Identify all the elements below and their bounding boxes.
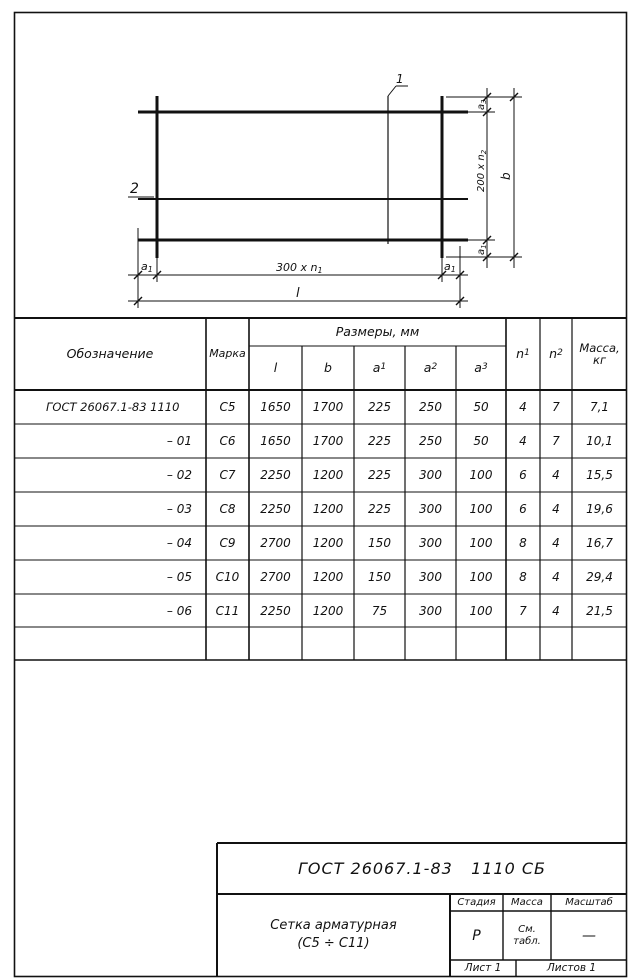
cell-mass: 10,1 <box>586 433 613 448</box>
cell-l: 2250 <box>260 603 291 618</box>
cell-mark: С8 <box>219 501 236 516</box>
cell-l: 1650 <box>260 399 291 414</box>
mass-value: См. табл. <box>513 923 541 947</box>
header-n2: n 2 <box>549 346 563 362</box>
cell-a1: 225 <box>368 467 391 482</box>
cell-n1: 4 <box>519 433 527 448</box>
dim-l-label: l <box>296 286 300 301</box>
cell-n2: 4 <box>552 501 560 516</box>
cell-designation: – 05 <box>166 569 192 584</box>
cell-a1: 150 <box>368 535 391 550</box>
cell-a3: 100 <box>469 501 493 516</box>
dim-a1-left-label: a1 <box>141 260 153 274</box>
cell-n2: 4 <box>552 603 560 618</box>
cell-b: 1700 <box>312 433 344 448</box>
cell-a1: 150 <box>368 569 391 584</box>
cell-a3: 50 <box>473 399 489 414</box>
cell-n1: 6 <box>519 467 527 482</box>
cell-b: 1700 <box>312 399 344 414</box>
cell-designation: – 04 <box>166 535 192 550</box>
header-a1: a 1 <box>372 360 387 376</box>
cell-n1: 8 <box>519 569 527 584</box>
cell-a1: 225 <box>368 399 391 414</box>
cell-designation: ГОСТ 26067.1-83 1110 <box>46 399 180 414</box>
cell-designation: – 02 <box>166 467 192 482</box>
cell-l: 2700 <box>260 535 291 550</box>
cell-a2: 250 <box>419 399 442 414</box>
header-a3: a 3 <box>474 360 488 376</box>
cell-b: 1200 <box>312 603 344 618</box>
dim-a1-right-label: a1 <box>444 260 456 274</box>
cell-mass: 19,6 <box>586 501 613 516</box>
header-b: b <box>324 360 332 376</box>
cell-l: 2250 <box>260 501 291 516</box>
scale-label: Масштаб <box>565 897 613 908</box>
document-name-line2: (С5 ÷ С11) <box>297 936 370 951</box>
cell-a1: 75 <box>371 603 388 618</box>
cell-mark: С7 <box>219 467 236 482</box>
cell-a2: 300 <box>419 501 442 516</box>
header-mark: Марка <box>209 347 246 361</box>
stage-label: Стадия <box>457 897 496 908</box>
cell-mass: 7,1 <box>589 399 610 414</box>
cell-a3: 100 <box>469 467 493 482</box>
cell-mark: С11 <box>215 603 240 618</box>
header-l: l <box>273 360 278 376</box>
cell-a2: 300 <box>419 467 442 482</box>
cell-mark: С10 <box>215 569 240 584</box>
cell-a2: 300 <box>419 535 442 550</box>
sheet-number: Лист 1 <box>464 962 502 974</box>
dim-200n2-label: 200 x $n_2$ <box>476 149 488 192</box>
callout-1-label: 1 <box>396 72 404 86</box>
cell-n1: 7 <box>519 603 527 618</box>
cell-n1: 6 <box>519 501 527 516</box>
scale-value: — <box>582 927 596 944</box>
cell-mark: С9 <box>219 535 236 550</box>
document-code: ГОСТ 26067.1-83 1110 СБ <box>297 859 547 878</box>
cell-a3: 50 <box>473 433 489 448</box>
dim-300n1-label: 300 x n1 <box>276 261 323 275</box>
cell-mass: 21,5 <box>586 603 613 618</box>
header-designation: Обозначение <box>66 346 154 362</box>
cell-b: 1200 <box>312 501 344 516</box>
cell-mark: С6 <box>219 433 236 448</box>
cell-a1: 225 <box>368 433 391 448</box>
cell-b: 1200 <box>312 569 344 584</box>
cell-a2: 250 <box>419 433 442 448</box>
document-name <box>217 894 450 976</box>
cell-designation: – 03 <box>166 501 192 516</box>
cell-designation: – 01 <box>166 433 192 448</box>
cell-l: 2250 <box>260 467 291 482</box>
cell-n1: 8 <box>519 535 527 550</box>
dim-a1-vertical-label: $a_1$ <box>476 244 488 255</box>
cell-a2: 300 <box>419 603 442 618</box>
dim-a3-label: $a_3$ <box>476 99 488 110</box>
callout-2-label: 2 <box>130 181 139 197</box>
cell-a3: 100 <box>469 603 493 618</box>
cell-a3: 100 <box>469 569 493 584</box>
cell-n2: 4 <box>552 569 560 584</box>
cell-n2: 4 <box>552 467 560 482</box>
document-name-line1: Сетка арматурная <box>270 917 397 933</box>
cell-mark: С5 <box>219 399 236 414</box>
sheets-total: Листов 1 <box>546 962 597 974</box>
header-sizes: Размеры, мм <box>335 324 420 340</box>
stage-value: Р <box>472 927 481 944</box>
cell-n2: 7 <box>552 433 560 448</box>
header-a2: a 2 <box>423 360 438 376</box>
cell-l: 2700 <box>260 569 291 584</box>
cell-mass: 16,7 <box>586 535 613 550</box>
header-n1: n 1 <box>516 346 530 362</box>
dim-b-label: b <box>499 172 513 180</box>
cell-mass: 29,4 <box>586 569 613 584</box>
cell-a2: 300 <box>419 569 442 584</box>
cell-n2: 7 <box>552 399 560 414</box>
cell-b: 1200 <box>312 467 344 482</box>
cell-b: 1200 <box>312 535 344 550</box>
cell-n2: 4 <box>552 535 560 550</box>
cell-l: 1650 <box>260 433 291 448</box>
header-mass: Масса, кг <box>579 340 620 367</box>
cell-a1: 225 <box>368 501 391 516</box>
cell-a3: 100 <box>469 535 493 550</box>
cell-mass: 15,5 <box>586 467 613 482</box>
cell-n1: 4 <box>519 399 527 414</box>
mass-label: Масса <box>511 897 543 908</box>
cell-designation: – 06 <box>166 603 192 618</box>
